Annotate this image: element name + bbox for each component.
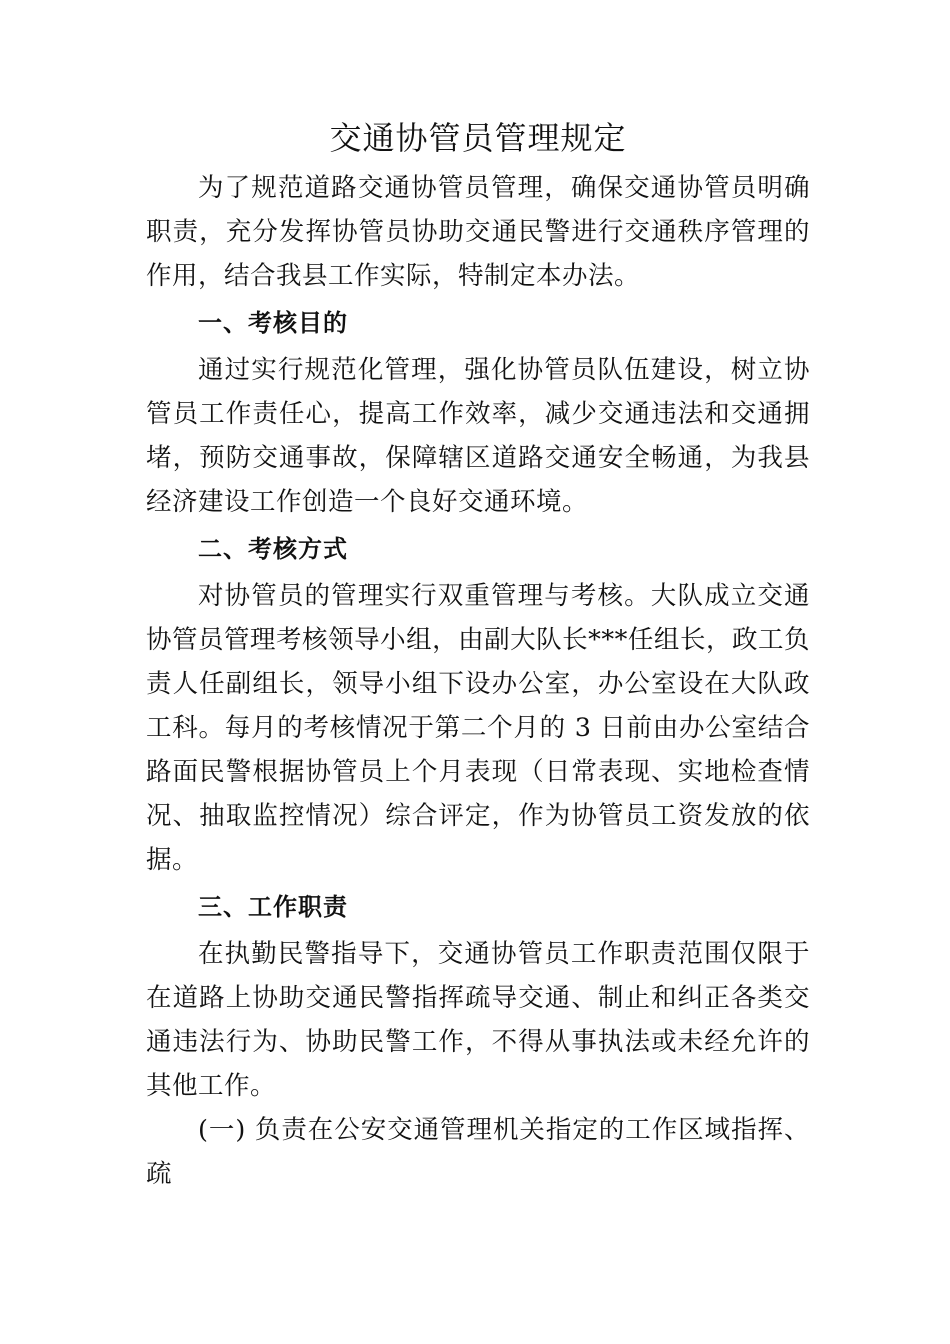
section-heading-assessment-purpose: 一、考核目的 [198,309,348,337]
document-title: 交通协管员管理规定 [329,119,627,157]
section-heading-job-duties: 三、工作职责 [198,893,348,921]
intro-paragraph: 为了规范道路交通协管员管理，确保交通协管员明确职责，充分发挥协管员协助交通民警进行交通秩序管理的作用，结合我县工作实际，特制定本办法。 [146,173,810,291]
section-body-assessment-purpose: 通过实行规范化管理，强化协管员队伍建设，树立协管员工作责任心，提高工作效率，减少交通违法和交通拥堵，预防交通事故，保障辖区道路交通安全畅通，为我县经济建设工作创造一个良好交通环境。 [146,355,810,517]
section-body-job-duties: 在执勤民警指导下，交通协管员工作职责范围仅限于在道路上协助交通民警指挥疏导交通、制止和纠正各类交通违法行为、协助民警工作，不得从事执法或未经允许的其他工作。 [146,939,810,1101]
section-body-assessment-method: 对协管员的管理实行双重管理与考核。大队成立交通协管员管理考核领导小组，由副大队长***任组长，政工负责人任副组长，领导小组下设办公室，办公室设在大队政工科。每月的考核情况于第二个月的 3 日前由办公室结合路面民警根据协管员上个月表现（日常表现、实地检查情况、抽取监控情况）综合评定，作为协管员工资发放的依据。 [146,581,810,875]
duty-item-1: (一) 负责在公安交通管理机关指定的工作区域指挥、疏 [146,1115,810,1189]
section-heading-assessment-method: 二、考核方式 [198,535,348,563]
